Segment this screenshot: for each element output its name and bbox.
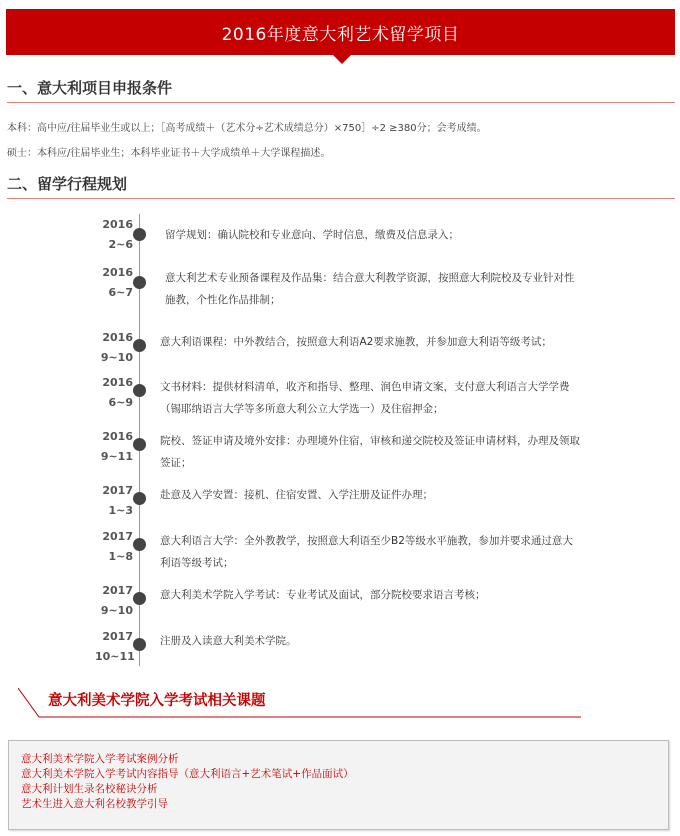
timeline-dot xyxy=(133,276,146,289)
timeline-year: 2016 xyxy=(102,376,133,389)
banner-title: 2016年度意大利艺术留学项目 xyxy=(221,24,460,45)
timeline-year: 2017 xyxy=(102,530,133,543)
timeline xyxy=(0,208,680,668)
timeline-text-line: 施教，个性化作品排制； xyxy=(165,294,281,306)
timeline-text-line: 注册及入读意大利美术学院。 xyxy=(160,635,297,647)
related-link[interactable]: 意大利计划生录名校秘诀分析 xyxy=(21,783,158,795)
timeline-months: 10~11 xyxy=(95,650,135,663)
requirement-bachelor: 本科：高中应/往届毕业生或以上；［高考成绩＋（艺术分÷艺术成绩总分）×750］÷2 ≥380分；会考成绩。 xyxy=(7,123,487,134)
timeline-dot xyxy=(133,592,146,605)
timeline-months: 9~11 xyxy=(100,450,133,463)
timeline-dot xyxy=(133,228,146,241)
timeline-text xyxy=(160,630,297,652)
timeline-text-line: （锡耶纳语言大学等多所意大利公立大学选一）及住宿押金； xyxy=(160,403,444,415)
related-links-box xyxy=(8,740,669,830)
timeline-dot xyxy=(133,492,146,505)
section-requirements-header xyxy=(7,76,675,103)
banner-notch xyxy=(333,55,351,64)
timeline-months: 2~6 xyxy=(108,238,133,251)
timeline-text-line: 文书材料：提供材料清单，收齐和指导、整理、润色申请文案，支付意大利语言大学学费 xyxy=(160,381,570,393)
timeline-text-line: 签证； xyxy=(160,457,192,469)
timeline-months: 1~3 xyxy=(108,504,133,517)
related-topics-title: 意大利美术学院入学考试相关课题 xyxy=(48,693,266,709)
timeline-text xyxy=(160,584,486,606)
timeline-text-line: 利语等级考试； xyxy=(160,557,234,569)
timeline-year: 2016 xyxy=(102,218,133,231)
timeline-text-line: 意大利艺术专业预备课程及作品集：结合意大利教学资源，按照意大利院校及专业针对性 xyxy=(165,272,575,284)
timeline-dot xyxy=(133,384,146,397)
timeline-year: 2017 xyxy=(102,584,133,597)
timeline-text-line: 意大利语课程：中外教结合，按照意大利语A2要求施教，并参加意大利语等级考试； xyxy=(160,336,552,348)
timeline-dot xyxy=(133,438,146,451)
timeline-months: 6~9 xyxy=(108,396,133,409)
timeline-text xyxy=(160,530,573,574)
requirement-master: 硕士：本科应/往届毕业生；本科毕业证书＋大学成绩单＋大学课程描述。 xyxy=(7,148,331,159)
page-banner xyxy=(6,9,675,55)
timeline-text xyxy=(165,224,459,246)
timeline-year: 2016 xyxy=(102,430,133,443)
timeline-dot xyxy=(133,638,146,651)
section-itinerary-title: 二、留学行程规划 xyxy=(7,175,128,193)
timeline-months: 9~10 xyxy=(100,351,133,364)
timeline-text-line: 院校、签证申请及境外安排：办理境外住宿，审核和递交院校及签证申请材料，办理及领取 xyxy=(160,435,580,447)
timeline-text-line: 赴意及入学安置：接机、住宿安置、入学注册及证件办理； xyxy=(160,489,433,501)
related-link[interactable]: 艺术生进入意大利名校教学引导 xyxy=(21,798,168,810)
timeline-year: 2017 xyxy=(102,630,133,643)
timeline-year: 2017 xyxy=(102,484,133,497)
related-link[interactable]: 意大利美术学院入学考试内容指导（意大利语言+艺术笔试+作品面试） xyxy=(21,768,354,780)
timeline-text-line: 意大利美术学院入学考试：专业考试及面试，部分院校要求语言考核； xyxy=(160,589,486,601)
related-link[interactable]: 意大利美术学院入学考试案例分析 xyxy=(21,753,179,765)
timeline-months: 1~8 xyxy=(108,550,133,563)
timeline-year: 2016 xyxy=(102,266,133,279)
timeline-text xyxy=(160,430,580,474)
timeline-text xyxy=(160,331,552,353)
timeline-text xyxy=(160,484,433,506)
timeline-dot xyxy=(133,339,146,352)
related-links-list xyxy=(9,741,668,812)
related-topics-header xyxy=(18,688,581,718)
timeline-dot xyxy=(133,538,146,551)
timeline-text xyxy=(160,376,570,420)
timeline-months: 6~7 xyxy=(108,286,133,299)
section-requirements-title: 一、意大利项目申报条件 xyxy=(7,79,173,97)
timeline-year: 2016 xyxy=(102,331,133,344)
section-itinerary-header xyxy=(7,172,675,199)
timeline-text xyxy=(165,267,575,311)
timeline-text-line: 留学规划：确认院校和专业意向、学时信息，缴费及信息录入； xyxy=(165,229,459,241)
timeline-months: 9~10 xyxy=(100,604,133,617)
timeline-text-line: 意大利语言大学：全外教教学，按照意大利语至少B2等级水平施教，参加并要求通过意大 xyxy=(160,535,573,547)
